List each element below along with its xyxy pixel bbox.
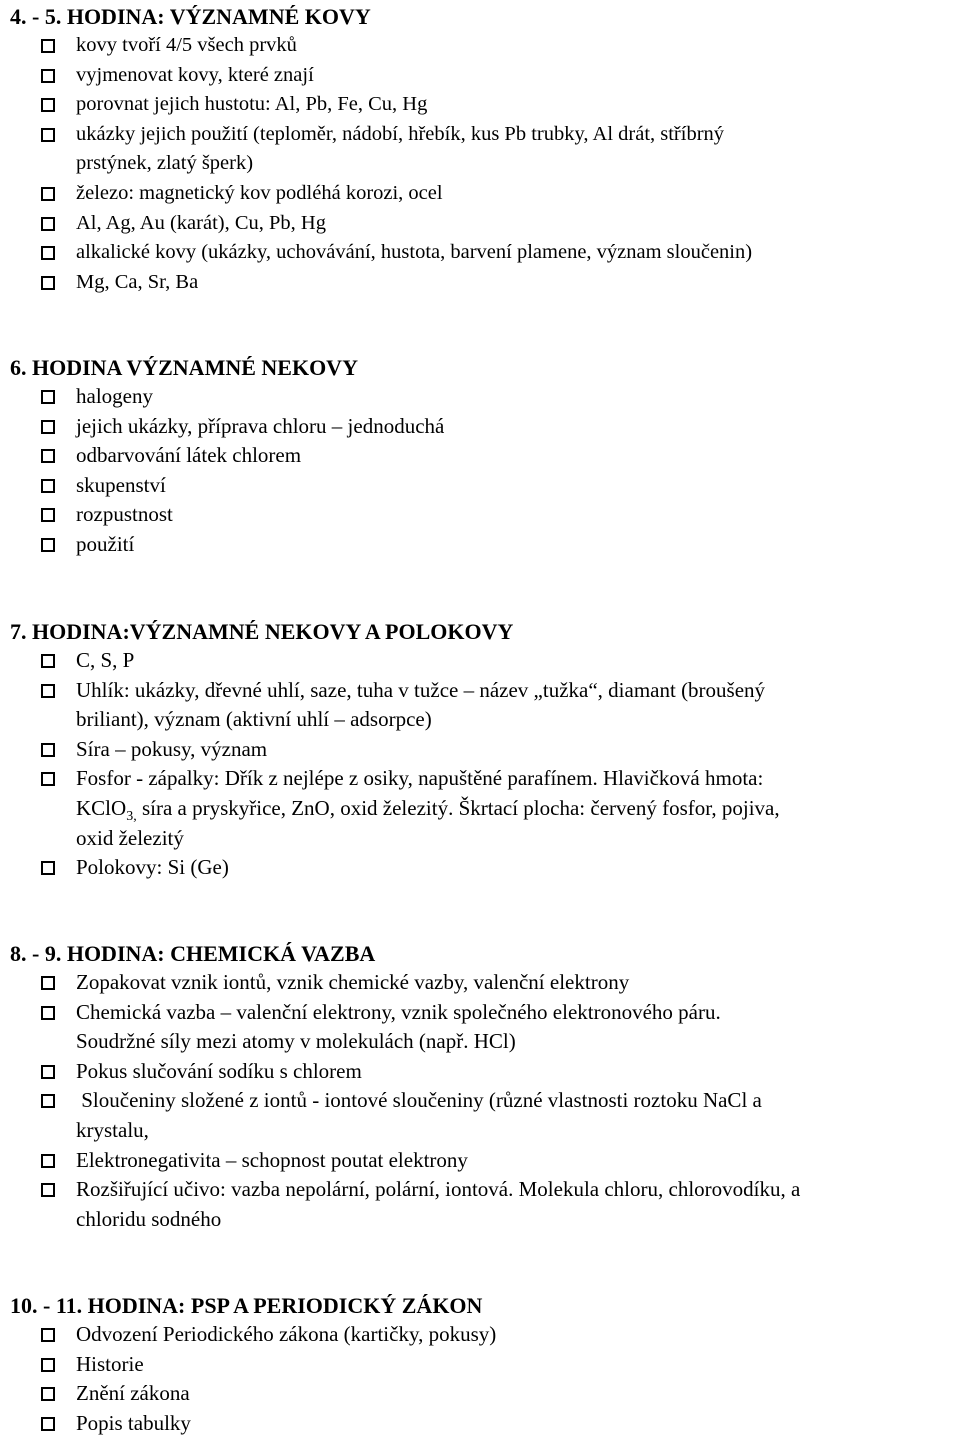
list-item: Síra – pokusy, význam xyxy=(10,735,958,765)
list-item: Uhlík: ukázky, dřevné uhlí, saze, tuha v tužce – název „tužka“, diamant (broušený briliant), význam (aktivní uhlí – adsorpce) xyxy=(10,676,958,735)
section-vyznamne-nekovy xyxy=(10,353,958,560)
list-item: Pokus slučování sodíku s chlorem xyxy=(10,1057,958,1087)
checkbox-icon xyxy=(41,1387,55,1401)
section-heading: 7. HODINA:VÝZNAMNÉ NEKOVY A POLOKOVY xyxy=(10,619,514,644)
checkbox-icon xyxy=(41,420,55,434)
checkbox-icon xyxy=(41,449,55,463)
checkbox-icon xyxy=(41,772,55,786)
list-item: ukázky jejich použití (teploměr, nádobí, hřebík, kus Pb trubky, Al drát, stříbrný prstýnek, zlatý šperk) xyxy=(10,120,958,179)
checkbox-icon xyxy=(41,1358,55,1372)
list-item: vyjmenovat kovy, které znají xyxy=(10,61,958,91)
checkbox-icon xyxy=(41,976,55,990)
list-item: porovnat jejich hustotu: Al, Pb, Fe, Cu, Hg xyxy=(10,90,958,120)
item-list xyxy=(10,382,958,560)
checkbox-icon xyxy=(41,98,55,112)
checkbox-icon xyxy=(41,246,55,260)
list-item: alkalické kovy (ukázky, uchovávání, hustota, barvení plamene, význam sloučenin) xyxy=(10,238,958,268)
checkbox-icon xyxy=(41,69,55,83)
checkbox-icon xyxy=(41,1006,55,1020)
list-item: skupenství xyxy=(10,471,958,501)
section-heading: 8. - 9. HODINA: CHEMICKÁ VAZBA xyxy=(10,941,376,966)
checkbox-icon xyxy=(41,1094,55,1108)
list-item: Znění zákona xyxy=(10,1379,958,1409)
list-item: rozpustnost xyxy=(10,500,958,530)
checkbox-icon xyxy=(41,684,55,698)
list-item: kovy tvoří 4/5 všech prvků xyxy=(10,31,958,61)
checkbox-icon xyxy=(41,390,55,404)
item-list xyxy=(10,31,958,297)
checkbox-icon xyxy=(41,39,55,53)
list-item: halogeny xyxy=(10,382,958,412)
list-item: Mg, Ca, Sr, Ba xyxy=(10,268,958,298)
list-item: C, S, P xyxy=(10,646,958,676)
checkbox-icon xyxy=(41,187,55,201)
checkbox-icon xyxy=(41,654,55,668)
checkbox-icon xyxy=(41,479,55,493)
list-item: Polokovy: Si (Ge) xyxy=(10,853,958,883)
section-vyznamne-kovy xyxy=(10,2,958,297)
list-item: odbarvování látek chlorem xyxy=(10,441,958,471)
list-item: železo: magnetický kov podléhá korozi, ocel xyxy=(10,179,958,209)
section-heading: 10. - 11. HODINA: PSP A PERIODICKÝ ZÁKON xyxy=(10,1293,483,1318)
checkbox-icon xyxy=(41,217,55,231)
list-item: Al, Ag, Au (karát), Cu, Pb, Hg xyxy=(10,209,958,239)
list-item: Odvození Periodického zákona (kartičky, pokusy) xyxy=(10,1320,958,1350)
section-chemicka-vazba xyxy=(10,939,958,1234)
list-item: Zopakovat vznik iontů, vznik chemické vazby, valenční elektrony xyxy=(10,968,958,998)
list-item: použití xyxy=(10,530,958,560)
section-psp-periodicky-zakon xyxy=(10,1291,958,1438)
checkbox-icon xyxy=(41,1183,55,1197)
section-heading: 4. - 5. HODINA: VÝZNAMNÉ KOVY xyxy=(10,4,371,29)
checkbox-icon xyxy=(41,1328,55,1342)
checkbox-icon xyxy=(41,1417,55,1431)
item-list xyxy=(10,968,958,1234)
list-item: jejich ukázky, příprava chloru – jednoduchá xyxy=(10,412,958,442)
section-heading: 6. HODINA VÝZNAMNÉ NEKOVY xyxy=(10,355,358,380)
checkbox-icon xyxy=(41,538,55,552)
checkbox-icon xyxy=(41,861,55,875)
list-item: Sloučeniny složené z iontů - iontové sloučeniny (různé vlastnosti roztoku NaCl a krystalu, xyxy=(10,1086,958,1145)
checkbox-icon xyxy=(41,276,55,290)
list-item: Chemická vazba – valenční elektrony, vznik společného elektronového páru. Soudržné síly mezi atomy v molekulách (např. HCl) xyxy=(10,998,958,1057)
item-list xyxy=(10,1320,958,1438)
list-item: Rozšiřující učivo: vazba nepolární, polární, iontová. Molekula chloru, chlorovodíku, a chloridu sodného xyxy=(10,1175,958,1234)
list-item: Historie xyxy=(10,1350,958,1380)
checkbox-icon xyxy=(41,1154,55,1168)
list-item: Elektronegativita – schopnost poutat elektrony xyxy=(10,1146,958,1176)
checkbox-icon xyxy=(41,508,55,522)
checkbox-icon xyxy=(41,1065,55,1079)
checkbox-icon xyxy=(41,743,55,757)
item-list xyxy=(10,646,958,883)
section-nekovy-polokovy xyxy=(10,617,958,883)
checkbox-icon xyxy=(41,128,55,142)
list-item: Fosfor - zápalky: Dřík z nejlépe z osiky, napuštěné parafínem. Hlavičková hmota: KClO$_{3,}$ síra a pryskyřice, ZnO, oxid železitý. Škrtací plocha: červený fosfor, pojiva, oxid železitý xyxy=(10,764,958,853)
list-item: Popis tabulky xyxy=(10,1409,958,1438)
